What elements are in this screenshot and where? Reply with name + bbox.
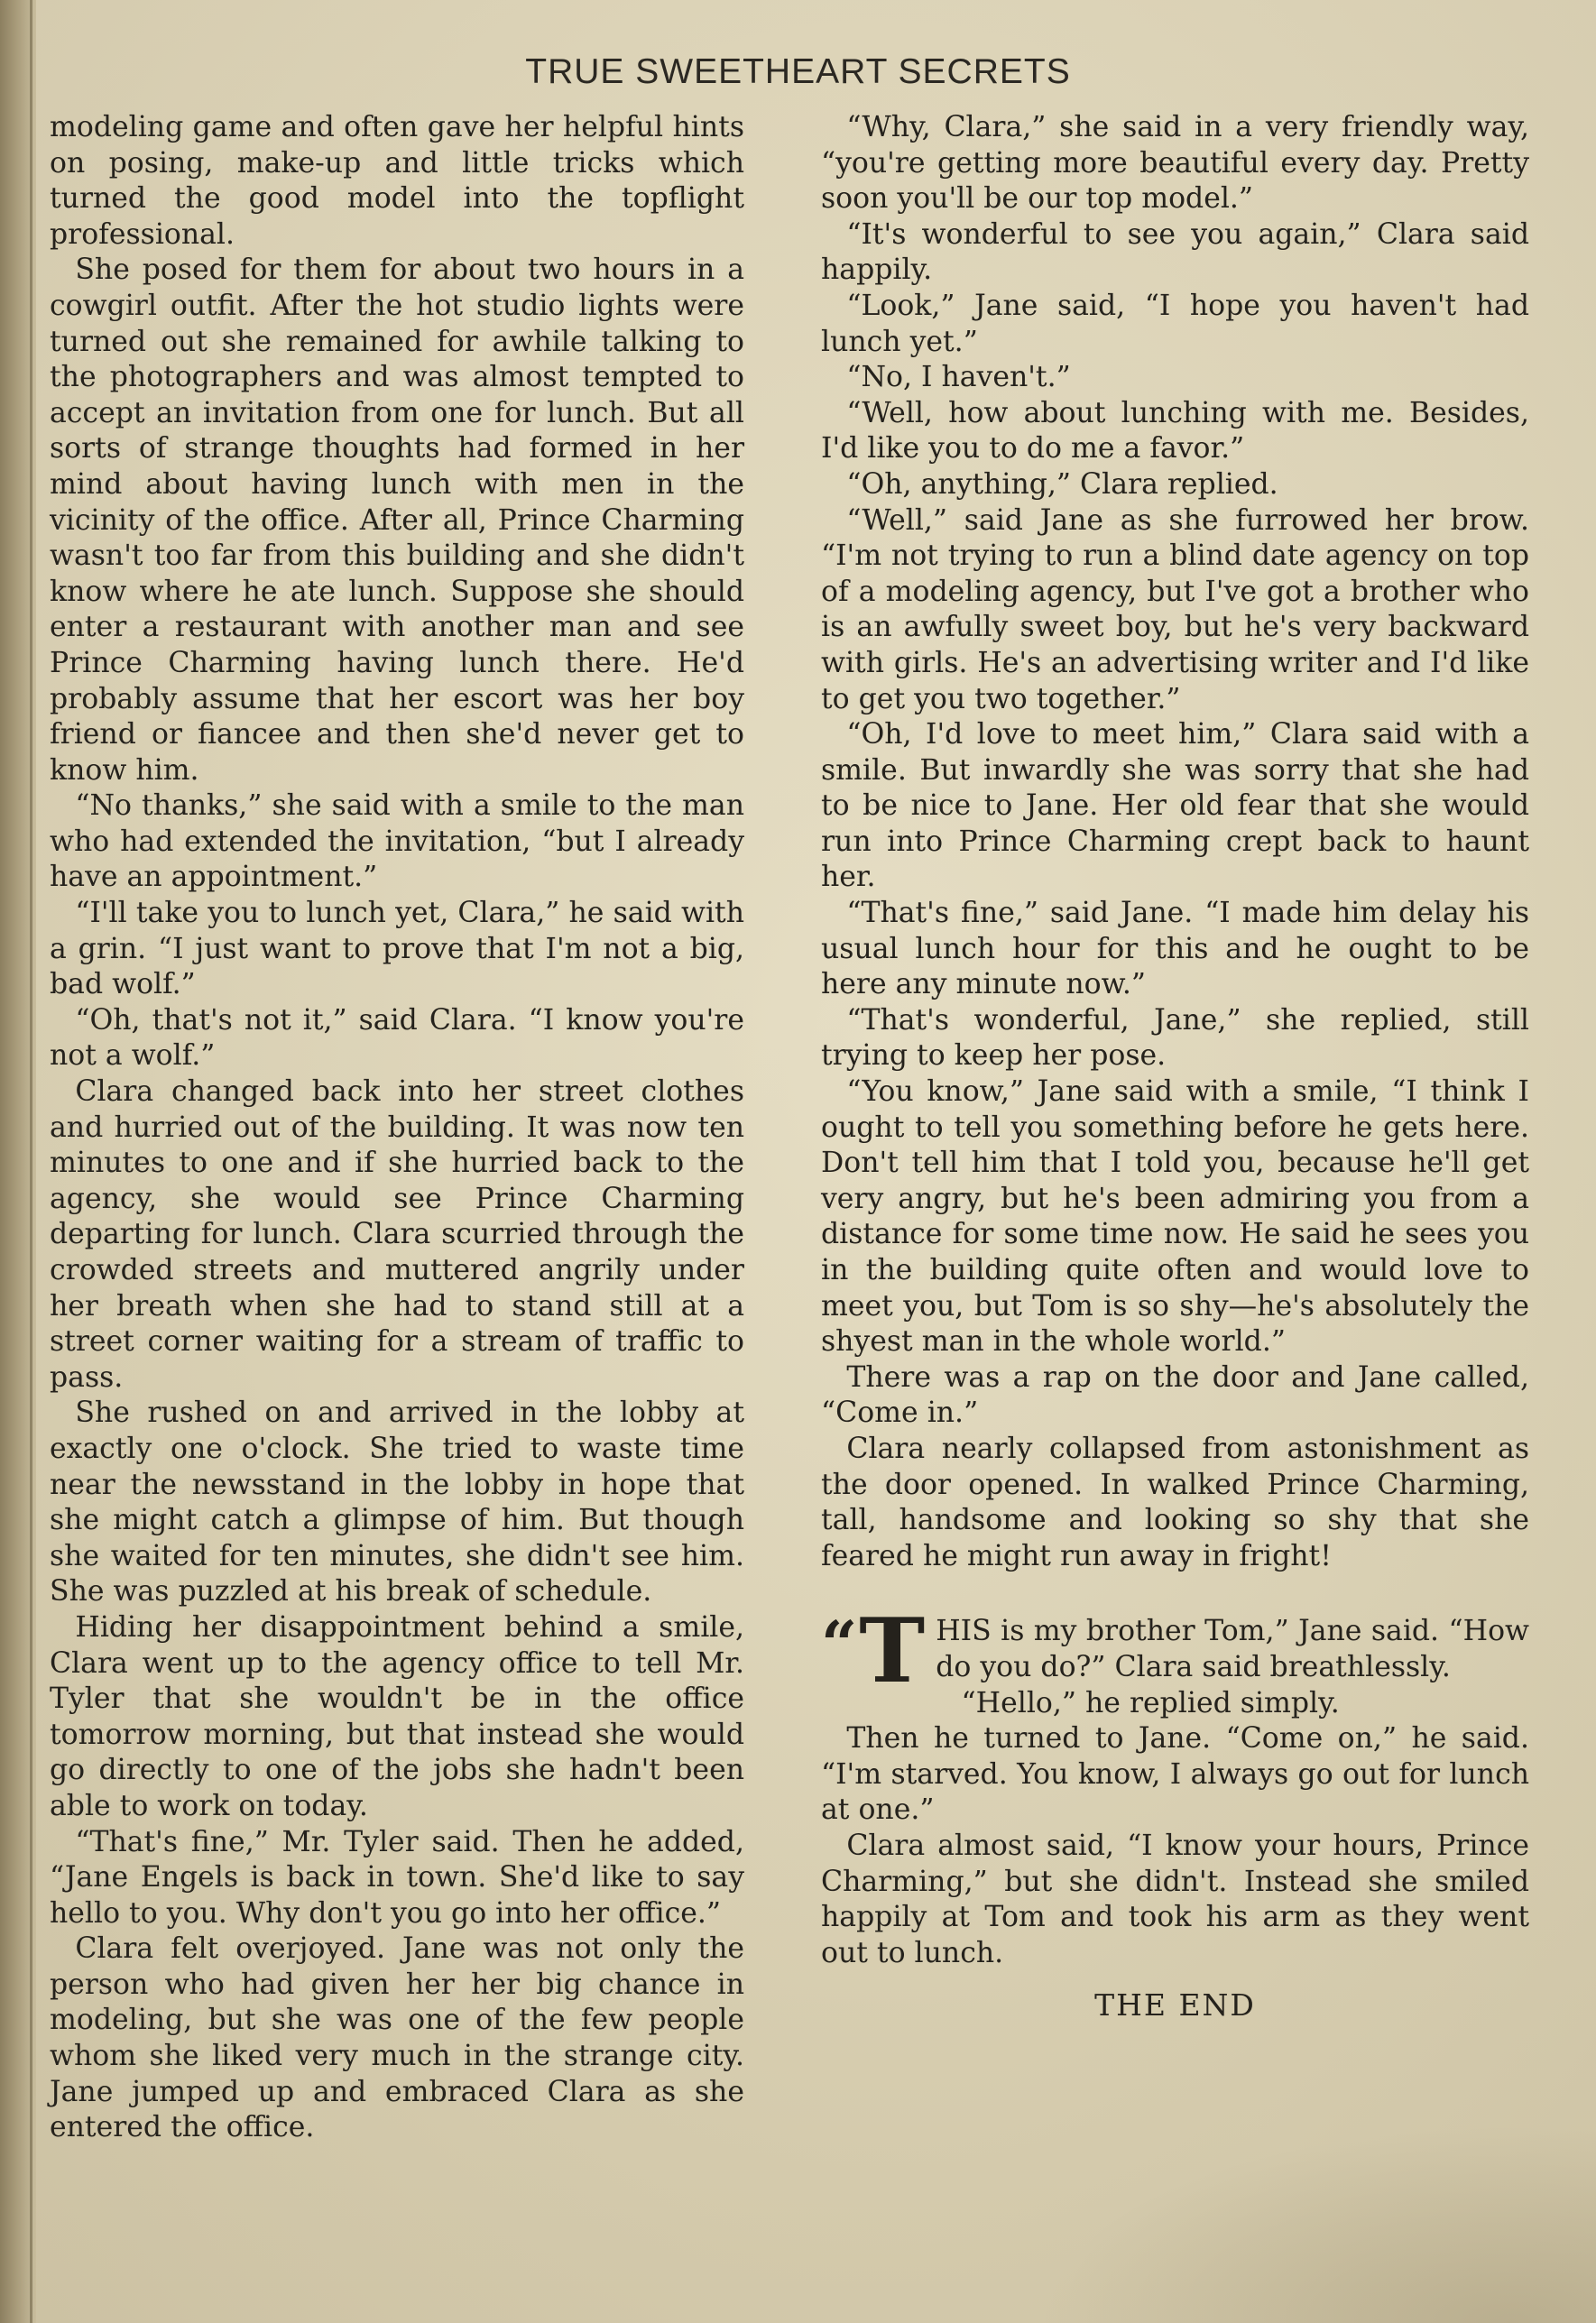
- section-opening-text: HIS is my brother Tom,” Jane said. “How do you do?” Clara said breathlessly.: [936, 1615, 1529, 1683]
- running-head: TRUE SWEETHEART SECRETS: [525, 52, 1071, 91]
- paragraph: Clara changed back into her street clothes and hurried out of the building. It was now ten minutes to one and if she hurried back to the agency, she would see Prince Charming departing for lunch. Clara scurried through the crowded streets and muttered angrily under her breath when she had to stand still at a street corner waiting for a stream of traffic to pass.: [50, 1075, 744, 1394]
- paragraph: Clara almost said, “I know your hours, Prince Charming,” but she didn't. Instead she smiled happily at Tom and took his arm as they went out to lunch.: [821, 1829, 1529, 1969]
- paragraph: “Well, how about lunching with me. Besides, I'd like you to do me a favor.”: [821, 396, 1529, 466]
- paragraph: There was a rap on the door and Jane called, “Come in.”: [821, 1360, 1529, 1430]
- paragraph: Clara felt overjoyed. Jane was not only the person who had given her her big chance in modeling, but she was one of the few people whom she liked very much in the strange city. Jane jumped up and embraced Clara as she entered the office.: [50, 1932, 744, 2144]
- binding-crease: [30, 0, 32, 2323]
- paragraph: “It's wonderful to see you again,” Clara said happily.: [821, 217, 1529, 287]
- paragraph: “Oh, I'd love to meet him,” Clara said with a smile. But inwardly she was sorry that she had to be nice to Jane. Her old fear that she would run into Prince Charming crept back to haunt her.: [821, 718, 1529, 894]
- paragraph: “I'll take you to lunch yet, Clara,” he said with a grin. “I just want to prove that I'm not a big, bad wolf.”: [50, 897, 744, 1001]
- paragraph: “Oh, that's not it,” said Clara. “I know you're not a wolf.”: [50, 1003, 744, 1073]
- paragraph: “Well,” said Jane as she furrowed her brow. “I'm not trying to run a blind date agency on top of a modeling agency, but I've got a brother who is an awfully sweet boy, but he's very backward with girls. He's an advertising writer and I'd like to get you two together.”: [821, 503, 1529, 715]
- paragraph: “You know,” Jane said with a smile, “I think I ought to tell you something before he gets here. Don't tell him that I told you, because he'll get very angry, but he's been admiring you from a distance for some time now. He said he sees you in the building quite often and would love to meet you, but Tom is so shy—he's absolutely the shyest man in the whole world.”: [821, 1075, 1529, 1359]
- paragraph: “Why, Clara,” she said in a very friendly way, “you're getting more beautiful every day. Pretty soon you'll be our top model.”: [821, 111, 1529, 216]
- paragraph: Then he turned to Jane. “Come on,” he said. “I'm starved. You know, I always go out for lunch at one.”: [821, 1722, 1529, 1827]
- drop-cap-letter: T: [859, 1599, 926, 1704]
- left-column: [50, 110, 744, 2146]
- paragraph: She rushed on and arrived in the lobby at exactly one o'clock. She tried to waste time near the newsstand in the lobby in hope that she might catch a glimpse of him. But though she waited for ten minutes, she didn't see him. She was puzzled at his break of schedule.: [50, 1397, 744, 1609]
- paragraph: “No, I haven't.”: [846, 361, 1071, 394]
- paragraph: “No thanks,” she said with a smile to the man who had extended the invitation, “but I already have an appointment.”: [50, 789, 744, 894]
- paragraph: “That's fine,” Mr. Tyler said. Then he added, “Jane Engels is back in town. She'd like to say hello to you. Why don't you go into her office.”: [50, 1825, 744, 1930]
- the-end-label: THE END: [1094, 1987, 1256, 2023]
- paragraph: “That's wonderful, Jane,” she replied, still trying to keep her pose.: [821, 1003, 1529, 1073]
- paragraph: “That's fine,” said Jane. “I made him delay his usual lunch hour for this and he ought to be here any minute now.”: [821, 897, 1529, 1001]
- paragraph: “Oh, anything,” Clara replied.: [846, 467, 1278, 501]
- paragraph: Clara nearly collapsed from astonishment as the door opened. In walked Prince Charming, tall, handsome and looking so shy that she feared he might run away in fright!: [821, 1432, 1529, 1572]
- paragraph: She posed for them for about two hours in a cowgirl outfit. After the hot studio lights were turned out she remained for awhile talking to the photographers and was almost tempted to accept an invitation from one for lunch. But all sorts of strange thoughts had formed in her mind about having lunch with men in the vicinity of the office. After all, Prince Charming wasn't too far from this building and she didn't know where he ate lunch. Suppose she should enter a restaurant with another man and see Prince Charming having lunch there. He'd probably assume that her escort was her boy friend or fiancee and then she'd never get to know him.: [50, 254, 744, 787]
- right-column: [821, 110, 1529, 2023]
- paragraph: “Hello,” he replied simply.: [961, 1686, 1340, 1719]
- paper-stain: [1038, 2125, 1596, 2323]
- paragraph: modeling game and often gave her helpful hints on posing, make-up and little tricks which turned the good model into the topflight professional.: [50, 111, 744, 251]
- paragraph: “Look,” Jane said, “I hope you haven't had lunch yet.”: [821, 289, 1529, 358]
- drop-cap-quote: “: [821, 1607, 858, 1682]
- paragraph: Hiding her disappointment behind a smile, Clara went up to the agency office to tell Mr. Tyler that she wouldn't be in the office tomorrow morning, but that instead she would go directly to one of the jobs she hadn't been able to work on today.: [50, 1610, 744, 1822]
